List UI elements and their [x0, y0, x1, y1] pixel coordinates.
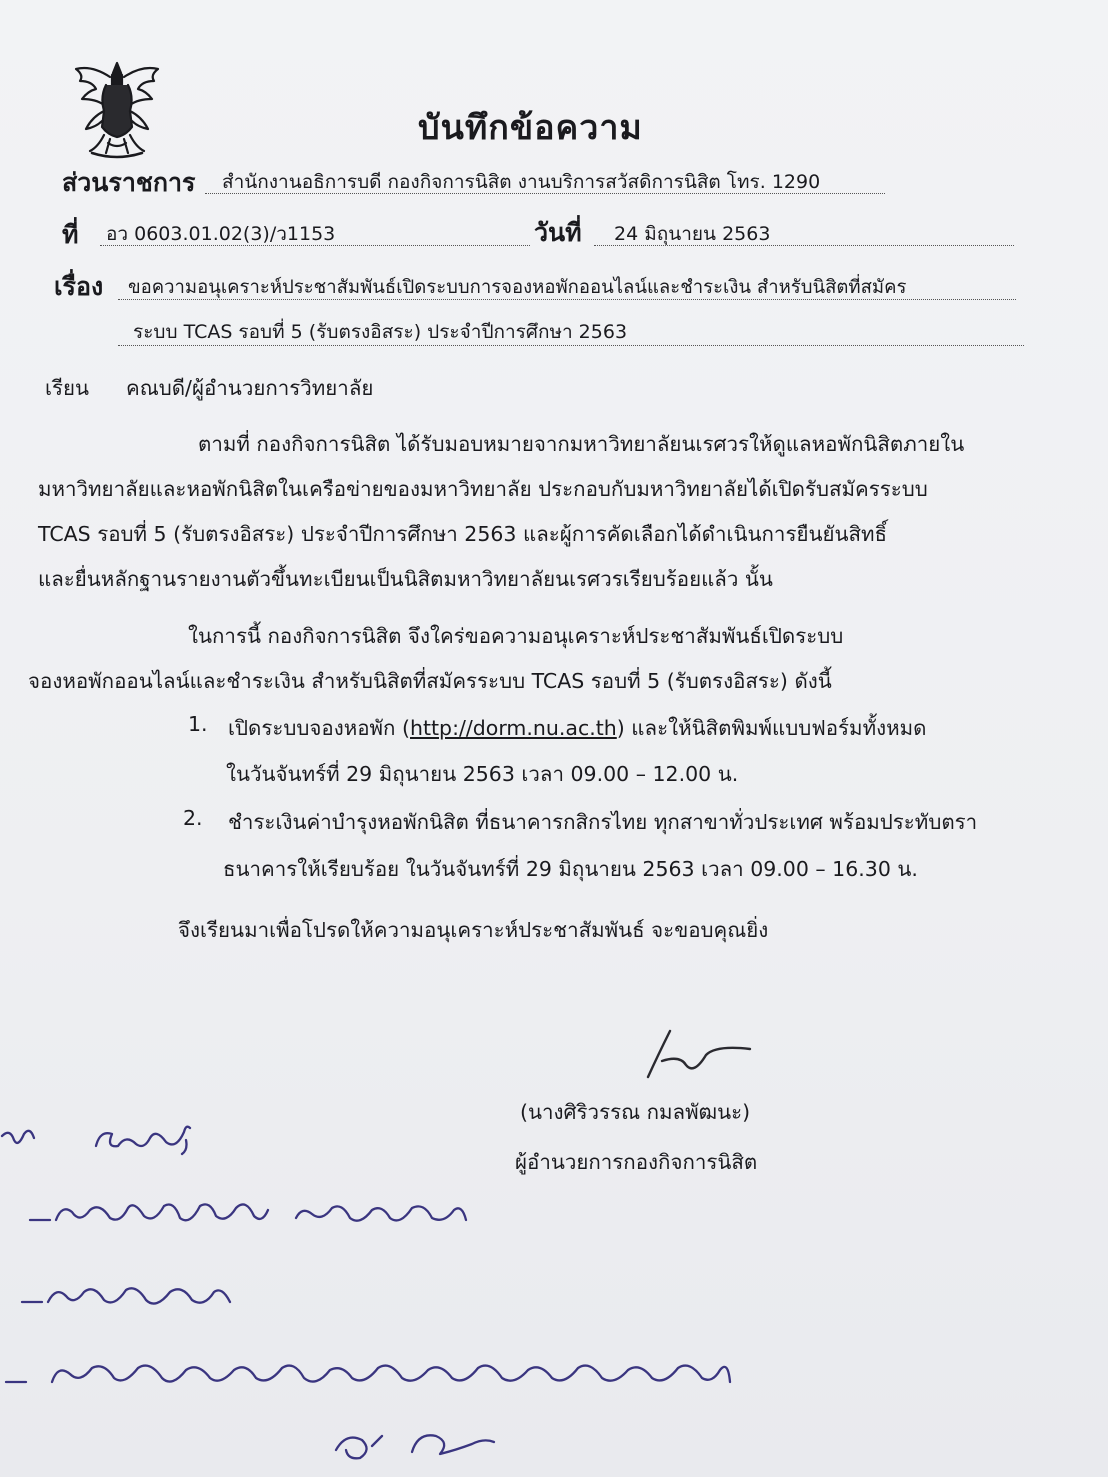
list-item-number: 2. [183, 806, 203, 830]
list-item-1-suffix: ) และให้นิสิตพิมพ์แบบฟอร์มทั้งหมด [616, 716, 927, 740]
salutation-recipient: คณบดี/ผู้อำนวยการวิทยาลัย [126, 376, 374, 400]
department-dotted-line [205, 193, 885, 194]
list-item-1-line-2: ในวันจันทร์ที่ 29 มิถุนายน 2563 เวลา 09.00 – 12.00 น. [226, 762, 739, 786]
salutation-label: เรียน [45, 376, 90, 400]
garuda-emblem-icon [62, 55, 172, 165]
list-item-2-line-1: ชำระเงินค่าบำรุงหอพักนิสิต ที่ธนาคารกสิกรไทย ทุกสาขาทั่วประเทศ พร้อมประทับตรา [228, 810, 978, 834]
date-value: 24 มิถุนายน 2563 [614, 223, 771, 245]
signatory-name: (นางศิริวรรณ กมลพัฒนะ) [520, 1100, 751, 1124]
list-item-1-prefix: เปิดระบบจองหอพัก ( [228, 716, 410, 740]
list-item-1-line-1 [228, 712, 926, 745]
reference-label: ที่ [62, 220, 79, 249]
department-value: สำนักงานอธิการบดี กองกิจการนิสิต งานบริการสวัสดิการนิสิต โทร. 1290 [222, 171, 821, 193]
reference-dotted-line [100, 245, 530, 246]
paragraph-1-line: มหาวิทยาลัยและหอพักนิสิตในเครือข่ายของมหาวิทยาลัย ประกอบกับมหาวิทยาลัยได้เปิดรับสมัครระบบ [38, 477, 928, 501]
list-item-number: 1. [188, 712, 208, 736]
paragraph-2-line: จองหอพักออนไลน์และชำระเงิน สำหรับนิสิตที่สมัครระบบ TCAS รอบที่ 5 (รับตรงอิสระ) ดังนี้ [28, 669, 832, 693]
paragraph-1-line: ตามที่ กองกิจการนิสิต ได้รับมอบหมายจากมหาวิทยาลัยนเรศวรให้ดูแลหอพักนิสิตภายใน [198, 432, 965, 456]
paragraph-1-line: TCAS รอบที่ 5 (รับตรงอิสระ) ประจำปีการศึกษา 2563 และผู้การคัดเลือกได้ดำเนินการยืนยันสิทธิ์ [38, 522, 888, 546]
list-item-2-line-2: ธนาคารให้เรียบร้อย ในวันจันทร์ที่ 29 มิถุนายน 2563 เวลา 09.00 – 16.30 น. [223, 857, 918, 881]
signatory-position: ผู้อำนวยการกองกิจการนิสิต [515, 1150, 758, 1174]
date-label: วันที่ [534, 218, 582, 247]
paragraph-1-line: และยื่นหลักฐานรายงานตัวขึ้นทะเบียนเป็นนิสิตมหาวิทยาลัยนเรศวรเรียบร้อยแล้ว นั้น [38, 567, 773, 591]
date-dotted-line [594, 245, 1014, 246]
signature-scribble [640, 1025, 790, 1085]
document-title: บันทึกข้อความ [418, 108, 643, 148]
department-label: ส่วนราชการ [62, 168, 196, 197]
paragraph-2-line: ในการนี้ กองกิจการนิสิต จึงใคร่ขอความอนุเคราะห์ประชาสัมพันธ์เปิดระบบ [188, 624, 844, 648]
subject-label: เรื่อง [54, 272, 104, 301]
subject-line-2: ระบบ TCAS รอบที่ 5 (รับตรงอิสระ) ประจำปีการศึกษา 2563 [133, 321, 628, 343]
subject-dotted-line-1 [118, 299, 1016, 300]
handwritten-notes [0, 1120, 760, 1477]
dorm-website-link[interactable]: http://dorm.nu.ac.th [409, 716, 617, 740]
subject-line-1: ขอความอนุเคราะห์ประชาสัมพันธ์เปิดระบบการจองหอพักออนไลน์และชำระเงิน สำหรับนิสิตที่สมัคร [128, 277, 907, 298]
subject-dotted-line-2 [118, 345, 1024, 346]
closing-statement: จึงเรียนมาเพื่อโปรดให้ความอนุเคราะห์ประชาสัมพันธ์ จะขอบคุณยิ่ง [178, 918, 769, 942]
reference-number: อว 0603.01.02(3)/ว1153 [106, 223, 336, 245]
